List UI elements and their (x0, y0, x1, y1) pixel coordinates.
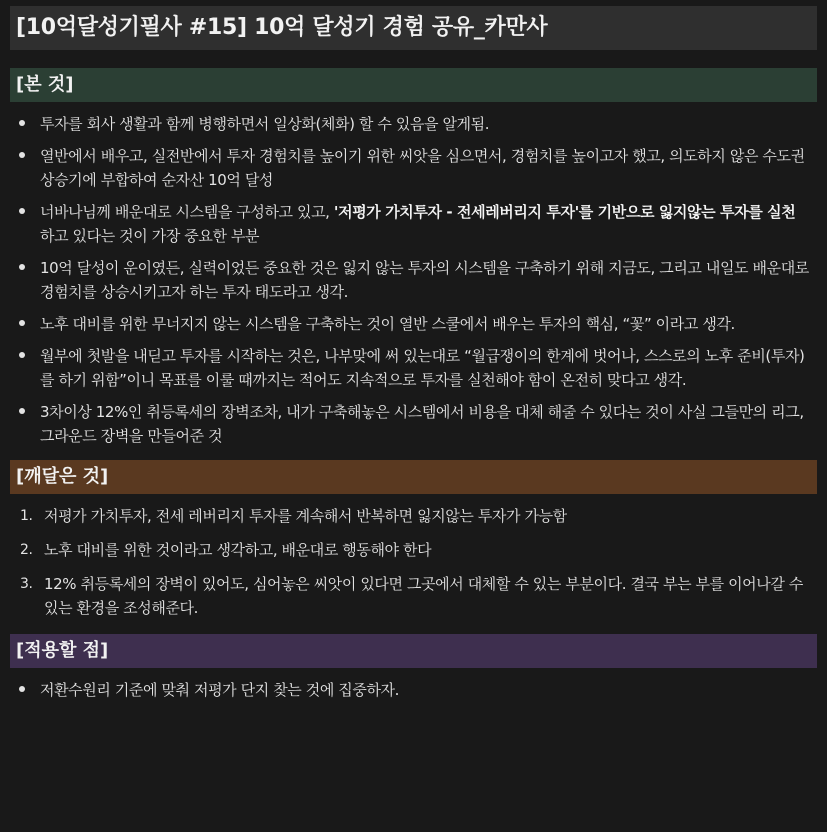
page-title-bar (10, 6, 817, 50)
seen-list (10, 102, 817, 448)
list-item-text: 10억 달성이 운이였든, 실력이었든 중요한 것은 잃지 않는 투자의 시스템을 구축하기 위해 지금도, 그리고 내일도 배운대로 경험치를 상승시키고자 하는 투자 태도라고 생각. (40, 259, 809, 301)
list-item-text: 노후 대비를 위한 무너지지 않는 시스템을 구축하는 것이 열반 스쿨에서 배우는 투자의 핵심, “꽃” 이라고 생각. (40, 315, 735, 333)
bullet-icon (10, 678, 34, 702)
list-number: 2. (20, 542, 33, 558)
bullet-icon (10, 256, 34, 304)
section-header-learned: [깨달은 것] (10, 460, 817, 494)
list-item-text: 월부에 첫발을 내딛고 투자를 시작하는 것은, 나부맞에 써 있는대로 “월급쟁이의 한계에 벗어나, 스스로의 노후 준비(투자)를 하기 위함”이니 목표를 이룰 때까지는 적어도 지속적으로 투자를 실천해야 함이 온전히 맞다고 생각. (40, 347, 805, 389)
bullet-icon (10, 312, 34, 336)
list-item-text: 저평가 가치투자, 전세 레버리지 투자를 계속해서 반복하면 잃지않는 투자가 가능함 (44, 507, 567, 525)
list-item-text: 열반에서 배우고, 실전반에서 투자 경험치를 높이기 위한 씨앗을 심으면서, 경험치를 높이고자 했고, 의도하지 않은 수도권 상승기에 부합하여 순자산 10억 달성 (40, 147, 805, 189)
list-item (10, 400, 817, 448)
list-number: 3. (20, 576, 33, 592)
list-item (10, 112, 817, 136)
list-item-text-bold: '저평가 가치투자 - 전세레버리지 투자'를 기반으로 잃지않는 투자를 실천 (333, 203, 796, 221)
bullet-icon (10, 144, 34, 192)
list-item (10, 256, 817, 304)
page-title: [10억달성기필사 #15] 10억 달성기 경험 공유_카만사 (16, 15, 548, 40)
list-item (10, 678, 817, 702)
section-header-apply: [적용할 점] (10, 634, 817, 668)
list-item-text (34, 200, 817, 248)
list-item-text: 12% 취등록세의 장벽이 있어도, 심어놓은 씨앗이 있다면 그곳에서 대체할 수 있는 부분이다. 결국 부는 부를 이어나갈 수 있는 환경을 조성해준다. (44, 575, 803, 617)
learned-list (10, 494, 817, 620)
list-item (10, 504, 817, 528)
bullet-icon (10, 400, 34, 448)
bullet-icon (10, 344, 34, 392)
list-item (10, 344, 817, 392)
list-number: 1. (20, 508, 33, 524)
list-item (10, 572, 817, 620)
apply-list (10, 668, 817, 702)
section-header-seen: [본 것] (10, 68, 817, 102)
list-item-text: 저환수원리 기준에 맞춰 저평가 단지 찾는 것에 집중하자. (40, 681, 400, 699)
list-item-text-post: 하고 있다는 것이 가장 중요한 부분 (40, 227, 260, 245)
list-item (10, 312, 817, 336)
list-item-text-pre: 너바나님께 배운대로 시스템을 구성하고 있고, (40, 203, 334, 221)
list-item (10, 200, 817, 248)
list-item-text: 노후 대비를 위한 것이라고 생각하고, 배운대로 행동해야 한다 (44, 541, 432, 559)
bullet-icon (10, 112, 34, 136)
list-item (10, 144, 817, 192)
list-item (10, 538, 817, 562)
bullet-icon (10, 200, 34, 248)
list-item-text: 3차이상 12%인 취등록세의 장벽조차, 내가 구축해놓은 시스템에서 비용을 대체 해줄 수 있다는 것이 사실 그들만의 리그, 그라운드 장벽을 만들어준 것 (40, 403, 804, 445)
list-item-text: 투자를 회사 생활과 함께 병행하면서 일상화(체화) 할 수 있음을 알게됨. (40, 115, 490, 133)
